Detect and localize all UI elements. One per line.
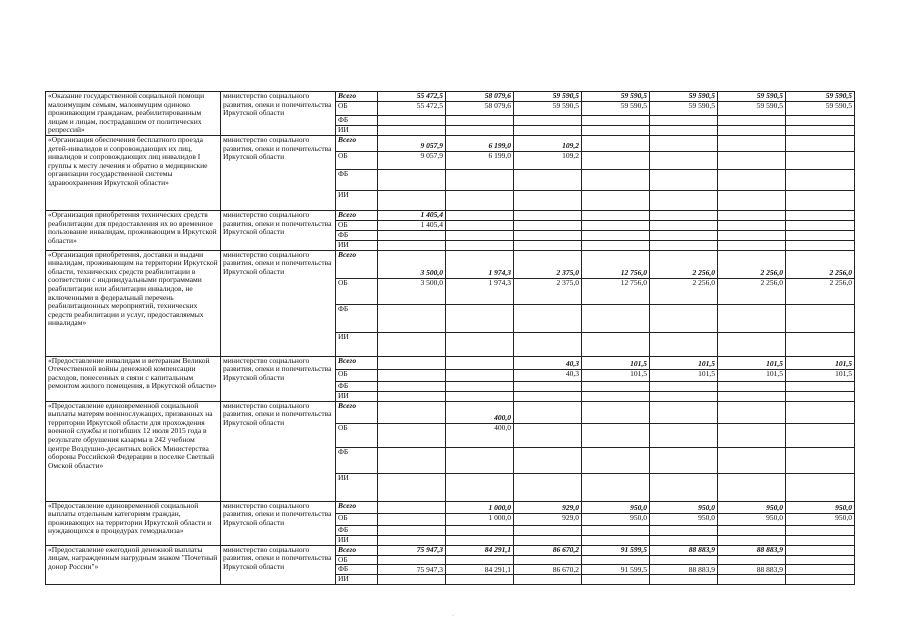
amount-cell: 55 472,5	[378, 92, 446, 102]
amount-cell	[650, 221, 718, 231]
amount-cell	[514, 381, 582, 391]
amount-cell	[582, 391, 650, 401]
amount-cell	[378, 332, 446, 356]
responsible-cell: министерство социального развития, опеки и попечительства Иркутской области	[221, 401, 336, 501]
amount-cell: 58 079,6	[446, 92, 514, 102]
amount-cell	[718, 555, 786, 565]
amount-cell	[582, 525, 650, 535]
measure-name-cell: «Организация приобретения технических средств реабилитации для предоставления их во временное пользование инвалидам, проживающим в Иркутской области»	[46, 211, 221, 251]
amount-cell: 59 590,5	[786, 102, 855, 116]
amount-cell	[650, 191, 718, 211]
amount-cell	[514, 535, 582, 545]
funding-source-cell: ИИ	[336, 332, 378, 356]
amount-cell	[650, 304, 718, 332]
amount-cell	[514, 332, 582, 356]
amount-cell	[378, 575, 446, 585]
amount-cell	[718, 126, 786, 136]
amount-cell	[650, 126, 718, 136]
amount-cell	[786, 116, 855, 126]
amount-cell: 59 590,5	[582, 92, 650, 102]
amount-cell	[446, 126, 514, 136]
amount-cell	[378, 473, 446, 501]
amount-cell	[446, 447, 514, 473]
amount-cell	[718, 304, 786, 332]
table-row	[46, 250, 855, 278]
amount-cell: 6 199,0	[446, 136, 514, 152]
amount-cell	[514, 231, 582, 241]
amount-cell	[786, 152, 855, 170]
amount-cell	[446, 231, 514, 241]
amount-cell	[514, 525, 582, 535]
responsible-cell: министерство социального развития, опеки и попечительства Иркутской области	[221, 211, 336, 251]
amount-cell	[514, 401, 582, 423]
funding-source-cell: ИИ	[336, 241, 378, 251]
amount-cell	[582, 447, 650, 473]
amount-cell	[718, 136, 786, 152]
amount-cell	[446, 221, 514, 231]
amount-cell	[650, 525, 718, 535]
amount-cell	[378, 304, 446, 332]
amount-cell	[650, 211, 718, 221]
funding-source-cell: ИИ	[336, 473, 378, 501]
amount-cell	[786, 170, 855, 191]
amount-cell: 6 199,0	[446, 152, 514, 170]
amount-cell	[582, 221, 650, 231]
amount-cell	[378, 369, 446, 381]
amount-cell: 101,5	[650, 369, 718, 381]
amount-cell	[786, 423, 855, 447]
amount-cell	[786, 231, 855, 241]
amount-cell: 58 079,6	[446, 102, 514, 116]
amount-cell	[378, 391, 446, 401]
amount-cell: 9 057,9	[378, 136, 446, 152]
funding-source-cell: ФБ	[336, 447, 378, 473]
funding-source-cell: ОБ	[336, 369, 378, 381]
amount-cell	[786, 381, 855, 391]
amount-cell: 2 256,0	[718, 250, 786, 278]
table-row	[46, 401, 855, 423]
amount-cell: 400,0	[446, 401, 514, 423]
table-row	[46, 545, 855, 555]
amount-cell	[514, 221, 582, 231]
amount-cell	[650, 116, 718, 126]
amount-cell	[446, 525, 514, 535]
amount-cell	[718, 241, 786, 251]
amount-cell: 59 590,5	[514, 102, 582, 116]
funding-source-cell: Всего	[336, 211, 378, 221]
amount-cell: 3 500,0	[378, 278, 446, 304]
amount-cell	[650, 423, 718, 447]
amount-cell	[718, 211, 786, 221]
amount-cell: 88 883,9	[650, 545, 718, 555]
amount-cell: 12 756,0	[582, 250, 650, 278]
amount-cell	[582, 401, 650, 423]
amount-cell: 1 000,0	[446, 513, 514, 525]
amount-cell	[582, 136, 650, 152]
amount-cell	[650, 447, 718, 473]
amount-cell	[718, 525, 786, 535]
amount-cell	[786, 221, 855, 231]
amount-cell	[650, 170, 718, 191]
funding-source-cell: ОБ	[336, 102, 378, 116]
amount-cell	[718, 423, 786, 447]
responsible-cell: министерство социального развития, опеки и попечительства Иркутской области	[221, 356, 336, 401]
amount-cell	[786, 525, 855, 535]
measure-name-cell: «Оказание государственной социальной помощи малоимущим семьям, малоимущим одиноко проживающим гражданам, реабилитированным лицам и лицам, пострадавшим от политических репрессий»	[46, 92, 221, 136]
table-row	[46, 136, 855, 152]
amount-cell: 101,5	[582, 356, 650, 369]
amount-cell	[582, 211, 650, 221]
measure-name-cell: «Предоставление инвалидам и ветеранам Великой Отечественной войны денежной компенсации расходов, понесенных в связи с капитальным ремонтом жилого помещения, в Иркутской области»	[46, 356, 221, 401]
amount-cell: 84 291,1	[446, 565, 514, 575]
amount-cell	[378, 501, 446, 513]
amount-cell: 59 590,5	[514, 92, 582, 102]
amount-cell: 88 883,9	[650, 565, 718, 575]
funding-source-cell: Всего	[336, 545, 378, 555]
table-row	[46, 501, 855, 513]
budget-table-body	[46, 92, 855, 585]
amount-cell: 950,0	[718, 501, 786, 513]
amount-cell	[718, 575, 786, 585]
amount-cell: 101,5	[718, 356, 786, 369]
amount-cell: 2 256,0	[718, 278, 786, 304]
funding-source-cell: ФБ	[336, 565, 378, 575]
amount-cell: 55 472,5	[378, 102, 446, 116]
amount-cell	[378, 525, 446, 535]
measure-name-cell: «Предоставление единовременной социальной выплаты отдельным категориям граждан, проживающих на территории Иркутской области и нуждающихся в процедурах гемодиализа»	[46, 501, 221, 545]
amount-cell	[514, 575, 582, 585]
funding-source-cell: ИИ	[336, 391, 378, 401]
amount-cell: 1 974,3	[446, 278, 514, 304]
amount-cell	[514, 116, 582, 126]
funding-source-cell: ФБ	[336, 231, 378, 241]
funding-source-cell: ИИ	[336, 575, 378, 585]
responsible-cell: министерство социального развития, опеки и попечительства Иркутской области	[221, 250, 336, 356]
amount-cell	[786, 555, 855, 565]
amount-cell: 2 256,0	[650, 250, 718, 278]
amount-cell	[514, 170, 582, 191]
amount-cell	[582, 304, 650, 332]
funding-source-cell: Всего	[336, 92, 378, 102]
amount-cell	[378, 423, 446, 447]
funding-source-cell: Всего	[336, 250, 378, 278]
amount-cell: 2 375,0	[514, 278, 582, 304]
amount-cell: 59 590,5	[718, 102, 786, 116]
responsible-cell: министерство социального развития, опеки и попечительства Иркутской области	[221, 92, 336, 136]
amount-cell	[582, 231, 650, 241]
responsible-cell: министерство социального развития, опеки и попечительства Иркутской области	[221, 501, 336, 545]
table-row	[46, 92, 855, 102]
amount-cell	[446, 369, 514, 381]
amount-cell	[650, 152, 718, 170]
amount-cell	[514, 555, 582, 565]
amount-cell	[786, 332, 855, 356]
amount-cell	[786, 535, 855, 545]
funding-source-cell: ОБ	[336, 221, 378, 231]
amount-cell: 86 670,2	[514, 545, 582, 555]
amount-cell: 91 599,5	[582, 565, 650, 575]
amount-cell: 1 000,0	[446, 501, 514, 513]
amount-cell	[514, 423, 582, 447]
funding-source-cell: ФБ	[336, 170, 378, 191]
amount-cell: 9 057,9	[378, 152, 446, 170]
amount-cell: 40,3	[514, 356, 582, 369]
amount-cell	[650, 401, 718, 423]
amount-cell	[718, 152, 786, 170]
amount-cell	[718, 116, 786, 126]
amount-cell	[514, 126, 582, 136]
amount-cell	[786, 126, 855, 136]
amount-cell	[446, 473, 514, 501]
amount-cell	[378, 535, 446, 545]
amount-cell	[446, 575, 514, 585]
amount-cell	[718, 381, 786, 391]
amount-cell	[514, 211, 582, 221]
amount-cell: 950,0	[786, 513, 855, 525]
amount-cell	[786, 447, 855, 473]
amount-cell	[378, 555, 446, 565]
amount-cell	[650, 473, 718, 501]
amount-cell	[378, 241, 446, 251]
amount-cell: 88 883,9	[718, 565, 786, 575]
amount-cell: 59 590,5	[582, 102, 650, 116]
amount-cell: 91 599,5	[582, 545, 650, 555]
amount-cell	[718, 535, 786, 545]
amount-cell	[718, 191, 786, 211]
amount-cell	[582, 555, 650, 565]
funding-source-cell: ОБ	[336, 278, 378, 304]
amount-cell	[378, 231, 446, 241]
amount-cell	[446, 211, 514, 221]
amount-cell	[786, 211, 855, 221]
amount-cell: 2 256,0	[650, 278, 718, 304]
amount-cell: 2 256,0	[786, 278, 855, 304]
amount-cell	[650, 136, 718, 152]
amount-cell	[718, 447, 786, 473]
amount-cell	[582, 191, 650, 211]
amount-cell	[650, 391, 718, 401]
amount-cell	[650, 231, 718, 241]
amount-cell: 59 590,5	[786, 92, 855, 102]
amount-cell: 1 405,4	[378, 211, 446, 221]
amount-cell	[786, 304, 855, 332]
amount-cell	[786, 575, 855, 585]
funding-source-cell: ИИ	[336, 126, 378, 136]
amount-cell	[582, 473, 650, 501]
responsible-cell: министерство социального развития, опеки и попечительства Иркутской области	[221, 545, 336, 585]
amount-cell	[514, 241, 582, 251]
funding-source-cell: ИИ	[336, 535, 378, 545]
funding-source-cell: Всего	[336, 356, 378, 369]
amount-cell	[582, 241, 650, 251]
table-row	[46, 356, 855, 369]
amount-cell: 2 375,0	[514, 250, 582, 278]
amount-cell: 950,0	[786, 501, 855, 513]
amount-cell: 950,0	[582, 501, 650, 513]
amount-cell	[582, 116, 650, 126]
amount-cell	[446, 381, 514, 391]
amount-cell: 950,0	[650, 501, 718, 513]
amount-cell: 929,0	[514, 513, 582, 525]
amount-cell	[446, 170, 514, 191]
amount-cell: 59 590,5	[650, 92, 718, 102]
amount-cell	[446, 391, 514, 401]
amount-cell	[514, 191, 582, 211]
funding-source-cell: ОБ	[336, 513, 378, 525]
amount-cell	[446, 191, 514, 211]
amount-cell: 109,2	[514, 136, 582, 152]
amount-cell	[582, 332, 650, 356]
amount-cell	[378, 513, 446, 525]
amount-cell: 101,5	[718, 369, 786, 381]
amount-cell: 75 947,3	[378, 565, 446, 575]
amount-cell	[786, 473, 855, 501]
responsible-cell: министерство социального развития, опеки и попечительства Иркутской области	[221, 136, 336, 211]
amount-cell	[446, 116, 514, 126]
amount-cell	[378, 126, 446, 136]
budget-table	[45, 91, 855, 585]
funding-source-cell: ОБ	[336, 152, 378, 170]
amount-cell	[514, 473, 582, 501]
funding-source-cell: Всего	[336, 401, 378, 423]
amount-cell	[786, 545, 855, 555]
funding-source-cell: ИИ	[336, 191, 378, 211]
amount-cell	[446, 535, 514, 545]
amount-cell	[650, 241, 718, 251]
amount-cell: 950,0	[582, 513, 650, 525]
amount-cell	[650, 332, 718, 356]
amount-cell	[650, 555, 718, 565]
amount-cell	[378, 401, 446, 423]
amount-cell	[650, 575, 718, 585]
amount-cell	[718, 473, 786, 501]
amount-cell	[718, 332, 786, 356]
measure-name-cell: «Организация обеспечения бесплатного проезда детей-инвалидов и сопровождающих их лиц, инвалидов и сопровождающих лиц инвалидов I группы к месту лечения и обратно в медицинские организации государственной системы здравоохранения Иркутской области»	[46, 136, 221, 211]
amount-cell: 40,3	[514, 369, 582, 381]
scan-mark: ·	[452, 613, 454, 619]
amount-cell: 84 291,1	[446, 545, 514, 555]
amount-cell: 101,5	[786, 356, 855, 369]
amount-cell: 400,0	[446, 423, 514, 447]
amount-cell: 950,0	[718, 513, 786, 525]
amount-cell: 950,0	[650, 513, 718, 525]
amount-cell	[378, 381, 446, 391]
amount-cell	[582, 381, 650, 391]
measure-name-cell: «Предоставление ежегодной денежной выплаты лицам, награжденным нагрудным знаком "Почетный донор России"»	[46, 545, 221, 585]
amount-cell	[378, 170, 446, 191]
amount-cell	[718, 401, 786, 423]
amount-cell	[582, 126, 650, 136]
amount-cell: 1 974,3	[446, 250, 514, 278]
amount-cell: 59 590,5	[718, 92, 786, 102]
amount-cell	[514, 304, 582, 332]
funding-source-cell: ФБ	[336, 116, 378, 126]
amount-cell: 12 756,0	[582, 278, 650, 304]
measure-name-cell: «Предоставление единовременной социальной выплаты матерям военнослужащих, призванных на территории Иркутской области для прохождения военной службы и погибших 12 июля 2015 года в результате обрушения казармы в 242 учебном центре Воздушно-десантных войск Министерства обороны Российской Федерации в поселке Светлый Омской области»	[46, 401, 221, 501]
amount-cell: 109,2	[514, 152, 582, 170]
amount-cell	[446, 241, 514, 251]
funding-source-cell: ФБ	[336, 381, 378, 391]
amount-cell	[718, 231, 786, 241]
amount-cell	[378, 356, 446, 369]
amount-cell	[786, 401, 855, 423]
amount-cell	[786, 241, 855, 251]
measure-name-cell: «Организация приобретения, доставки и выдачи инвалидам, проживающим на территории Иркутской области, технических средств реабилитации в соответствии с индивидуальными программами реабилитации или абилитации инвалидов, не включенными в федеральный перечень реабилитационных мероприятий, технических средств реабилитации и услуг, предоставляемых инвалидам»	[46, 250, 221, 356]
amount-cell	[718, 170, 786, 191]
amount-cell	[514, 447, 582, 473]
funding-source-cell: ФБ	[336, 525, 378, 535]
amount-cell	[514, 391, 582, 401]
amount-cell: 88 883,9	[718, 545, 786, 555]
funding-source-cell: Всего	[336, 136, 378, 152]
amount-cell	[582, 423, 650, 447]
amount-cell	[786, 191, 855, 211]
amount-cell	[378, 191, 446, 211]
amount-cell	[446, 555, 514, 565]
amount-cell	[650, 381, 718, 391]
amount-cell	[446, 356, 514, 369]
amount-cell: 929,0	[514, 501, 582, 513]
amount-cell	[718, 221, 786, 231]
amount-cell: 86 670,2	[514, 565, 582, 575]
amount-cell: 3 500,0	[378, 250, 446, 278]
amount-cell	[582, 575, 650, 585]
amount-cell	[378, 447, 446, 473]
funding-source-cell: ОБ	[336, 555, 378, 565]
amount-cell: 101,5	[650, 356, 718, 369]
table-row	[46, 211, 855, 221]
funding-source-cell: Всего	[336, 501, 378, 513]
amount-cell	[786, 136, 855, 152]
amount-cell: 1 405,4	[378, 221, 446, 231]
amount-cell: 2 256,0	[786, 250, 855, 278]
funding-source-cell: ОБ	[336, 423, 378, 447]
amount-cell	[786, 565, 855, 575]
amount-cell	[650, 535, 718, 545]
amount-cell	[582, 535, 650, 545]
amount-cell	[582, 170, 650, 191]
amount-cell: 101,5	[786, 369, 855, 381]
amount-cell	[582, 152, 650, 170]
amount-cell	[446, 332, 514, 356]
funding-source-cell: ФБ	[336, 304, 378, 332]
budget-table-sheet	[45, 91, 854, 585]
amount-cell: 59 590,5	[650, 102, 718, 116]
amount-cell: 101,5	[582, 369, 650, 381]
amount-cell	[378, 116, 446, 126]
amount-cell	[718, 391, 786, 401]
amount-cell: 75 947,3	[378, 545, 446, 555]
amount-cell	[446, 304, 514, 332]
amount-cell	[786, 391, 855, 401]
